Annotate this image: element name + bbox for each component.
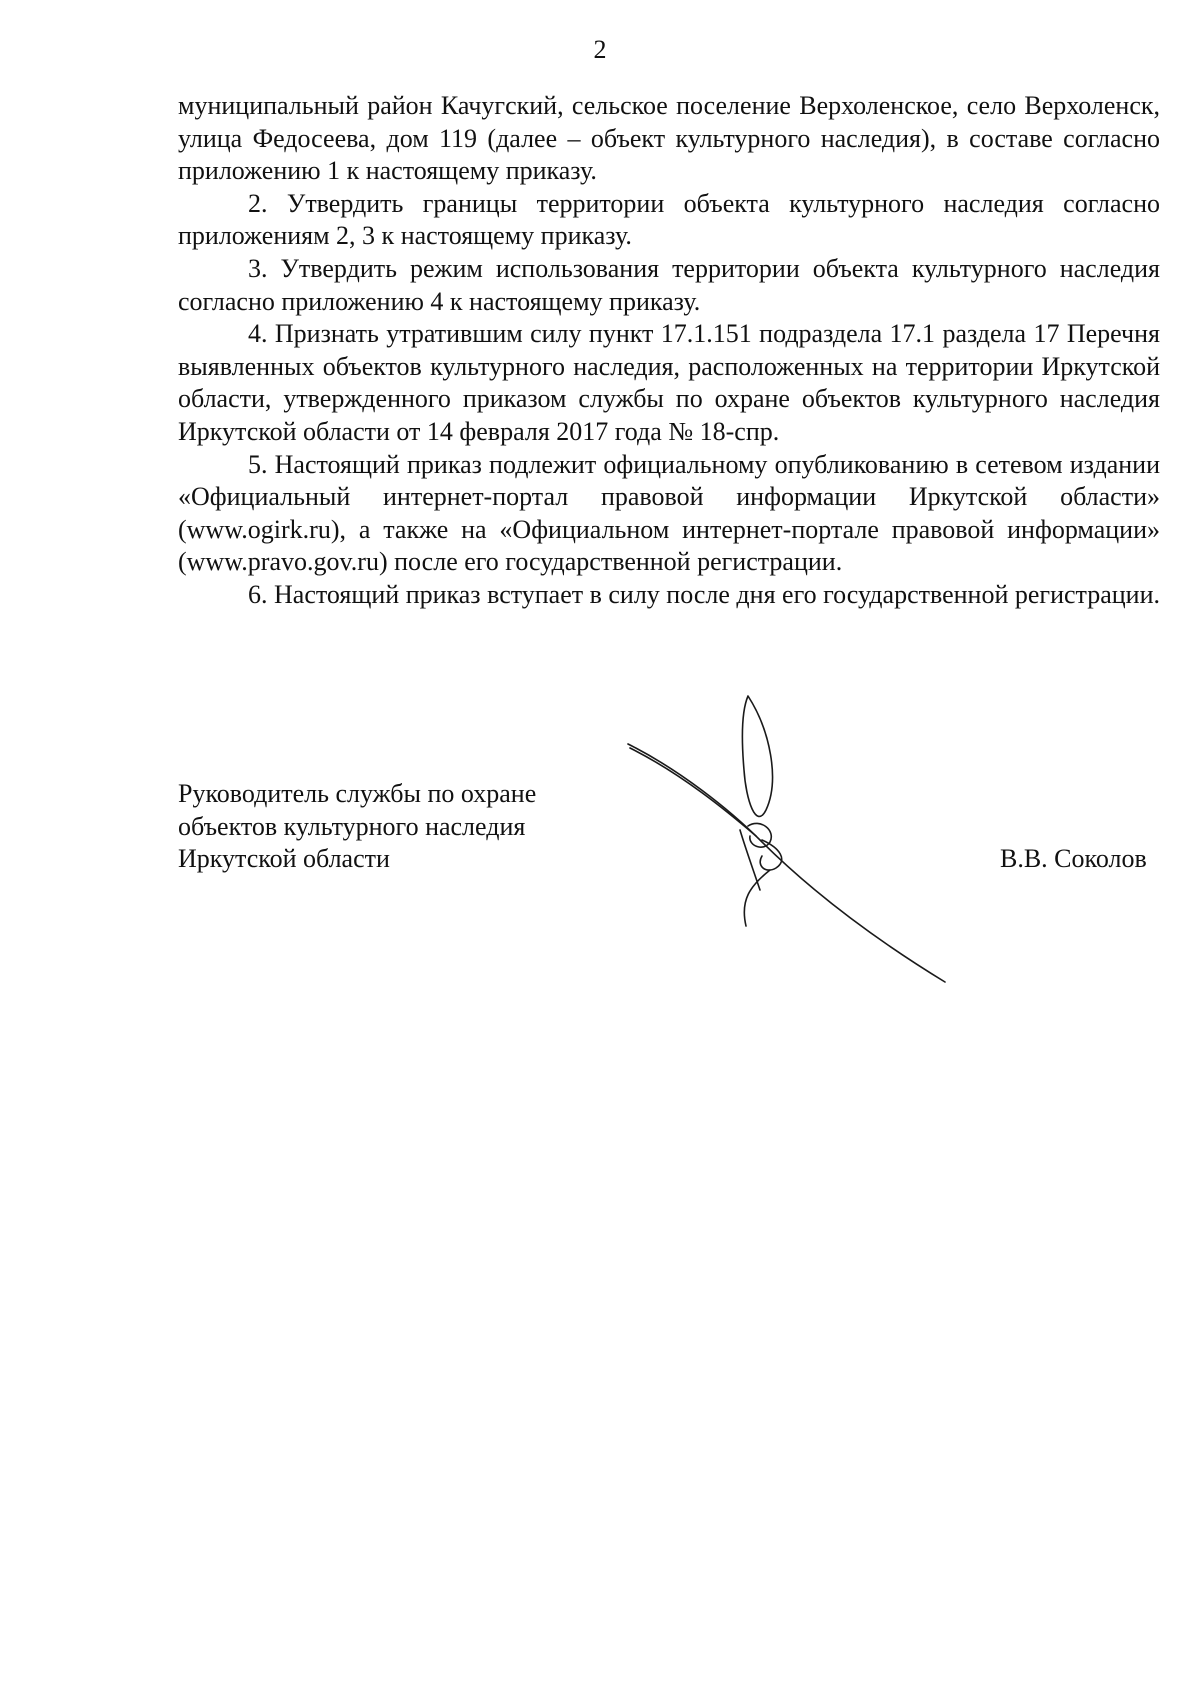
document-body (178, 90, 1160, 612)
paragraph-continuation: муниципальный район Качугский, сельское поселение Верхоленское, село Верхоленск, улица Федосеева, дом 119 (далее – объект культурного наследия), в составе согласно приложению 1 к настоящему приказу. (178, 91, 1160, 186)
paragraph-item-3: 3. Утвердить режим использования территории объекта культурного наследия согласно приложению 4 к настоящему приказу. (178, 253, 1160, 316)
signatory-title-line-2: объектов культурного наследия (178, 811, 526, 841)
paragraph-item-5: 5. Настоящий приказ подлежит официальному опубликованию в сетевом издании «Официальный интернет-портал правовой информации Иркутской области» (www.ogirk.ru), а также на «Официальном интернет-портале правовой информации» (www.pravo.gov.ru) после его государственной регистрации. (178, 449, 1160, 577)
paragraph-item-6: 6. Настоящий приказ вступает в силу после дня его государственной регистрации. (248, 579, 1161, 609)
signatory-title-line-3: Иркутской области (178, 844, 390, 874)
paragraph-item-4: 4. Признать утратившим силу пункт 17.1.151 подраздела 17.1 раздела 17 Перечня выявленных объектов культурного наследия, расположенных на территории Иркутской области, утвержденного приказом службы по охране объектов культурного наследия Иркутской области от 14 февраля 2017 года № 18-спр. (178, 319, 1160, 446)
handwritten-signature (620, 690, 960, 990)
paragraph-item-2: 2. Утвердить границы территории объекта культурного наследия согласно приложениям 2, 3 к настоящему приказу. (178, 188, 1160, 251)
signatory-title (178, 778, 598, 876)
signatory-name: В.В. Соколов (1000, 844, 1147, 873)
signatory-title-line-1: Руководитель службы по охране (178, 779, 537, 808)
page-number: 2 (593, 35, 607, 64)
